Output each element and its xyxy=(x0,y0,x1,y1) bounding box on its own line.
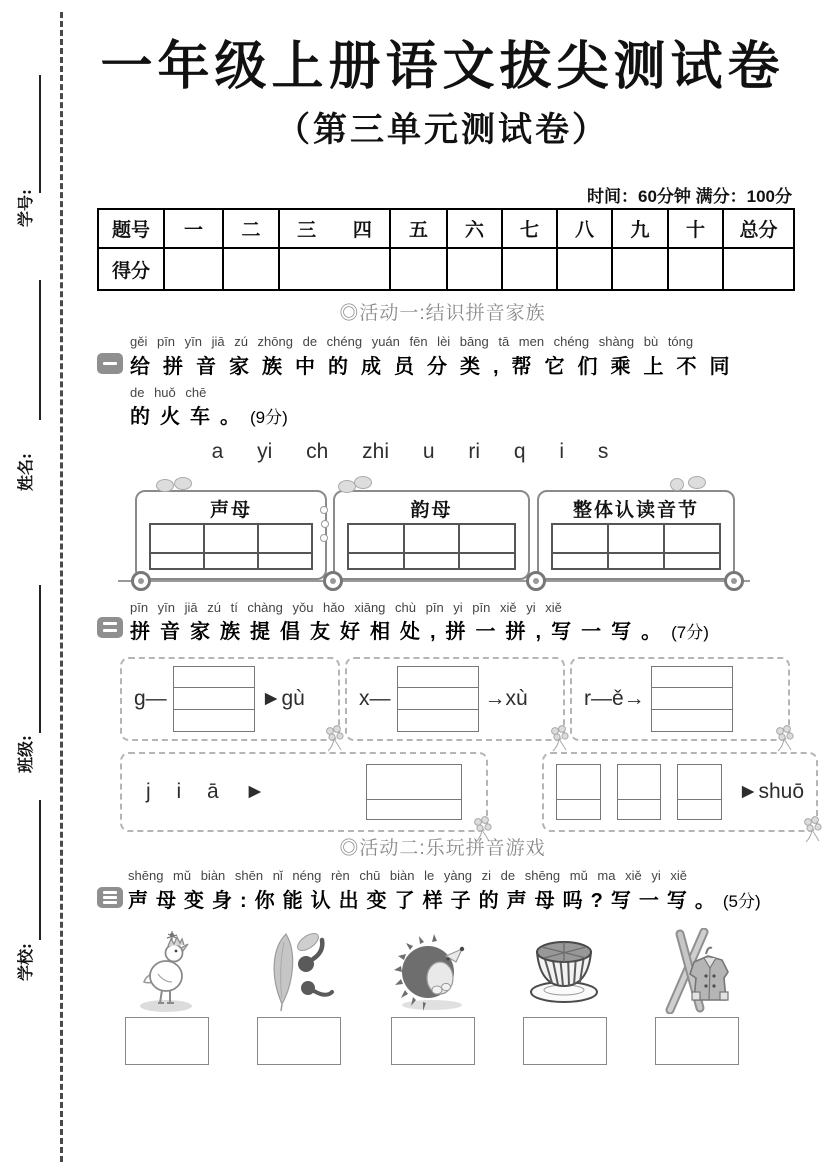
question3-number-icon xyxy=(97,887,123,908)
q1-text-line1: 给拼音家族中的成员分类,帮它们乘上不同 xyxy=(130,356,743,378)
q1-text-line2-hanzi: 的火车。 xyxy=(130,406,250,428)
writing-grid[interactable] xyxy=(677,764,722,820)
activity1-heading: ◎活动一:结识拼音家族 xyxy=(339,303,546,324)
train-car-title: 声母 xyxy=(209,499,252,521)
score-cell[interactable] xyxy=(447,248,502,290)
score-cell[interactable] xyxy=(223,248,279,290)
activity2-heading: ◎活动二:乐玩拼音游戏 xyxy=(339,838,546,859)
spelling-box-gu xyxy=(120,657,340,741)
score-table-corner: 题号 xyxy=(98,209,164,248)
shengmu-answer-grid[interactable] xyxy=(149,523,313,570)
spelling-prefix: x— xyxy=(359,687,391,710)
icon-bar xyxy=(103,901,117,904)
train-wheel-icon xyxy=(131,571,151,591)
q3-text-hanzi: 声母变身:你能认出变了样子的声母吗?写一写。 xyxy=(128,890,723,912)
pumpkin-decoration-icon xyxy=(688,476,706,489)
pinyin-writing-grid[interactable] xyxy=(651,666,733,732)
flower-decoration-icon xyxy=(547,725,571,753)
pumpkin-decoration-icon xyxy=(156,479,174,492)
fold-dashed-line xyxy=(60,12,63,1162)
score-cell[interactable] xyxy=(668,248,723,290)
col-header: 一 xyxy=(164,209,223,248)
q1-letter-bank: a yi ch zhi u ri q i s xyxy=(211,440,609,463)
col-header: 七 xyxy=(502,209,557,248)
name-blank-line[interactable] xyxy=(39,280,41,420)
col-header: 八 xyxy=(557,209,612,248)
student-id-blank-line[interactable] xyxy=(39,75,41,193)
q1-pinyin-line1: gěi pīn yīn jiā zú zhōng de chéng yuán fēn lèi bāng tā men chéng shàng bù tóng xyxy=(130,334,694,349)
school-blank-line[interactable] xyxy=(39,800,41,940)
table-row xyxy=(98,248,794,290)
train-wheel-icon xyxy=(323,571,343,591)
student-id-label: 学号: xyxy=(16,189,35,227)
icon-bar xyxy=(103,622,117,625)
q1-points: (9分) xyxy=(250,408,288,427)
q3-answer-box[interactable] xyxy=(391,1017,475,1065)
train-rail xyxy=(118,580,750,582)
col-header: 二 xyxy=(223,209,279,248)
spelling-box-jia xyxy=(120,752,488,832)
writing-grid[interactable] xyxy=(617,764,662,820)
page-title: 一年级上册语文拔尖测试卷 xyxy=(100,38,785,96)
col-header: 九 xyxy=(612,209,668,248)
flower-decoration-icon xyxy=(322,725,346,753)
train-car-title: 整体认读音节 xyxy=(572,499,699,521)
score-cell[interactable] xyxy=(557,248,612,290)
name-label: 姓名: xyxy=(16,453,35,491)
q2-text xyxy=(130,615,709,644)
spelling-prefix: j i ā ► xyxy=(146,780,266,803)
train-wheel-icon xyxy=(526,571,546,591)
teacup-picture xyxy=(522,928,606,1014)
score-row-label: 得分 xyxy=(98,248,164,290)
spelling-suffix: →xù xyxy=(484,687,528,710)
jacket-with-sticks-picture xyxy=(654,928,738,1014)
score-cell[interactable] xyxy=(279,248,390,290)
writing-grid[interactable] xyxy=(556,764,601,820)
pinyin-writing-grid[interactable] xyxy=(173,666,255,732)
flower-decoration-icon xyxy=(772,725,796,753)
writing-grid[interactable] xyxy=(366,764,462,820)
question1-number-icon xyxy=(97,353,123,374)
q1-pinyin-line2: de huǒ chē xyxy=(130,385,207,400)
train-wheel-icon xyxy=(724,571,744,591)
table-row xyxy=(98,209,794,248)
total-header: 总分 xyxy=(723,209,794,248)
time-score-info: 时间：60分钟 满分：100分 xyxy=(587,187,792,206)
score-cell[interactable] xyxy=(164,248,223,290)
page-subtitle: （第三单元测试卷） xyxy=(276,111,609,149)
col-header: 十 xyxy=(668,209,723,248)
class-blank-line[interactable] xyxy=(39,585,41,733)
col-header: 五 xyxy=(390,209,447,248)
pumpkin-decoration-icon xyxy=(174,477,192,490)
spelling-suffix: ►gù xyxy=(260,687,305,710)
icon-bar xyxy=(103,891,117,894)
smoke-bubble-icon xyxy=(321,520,329,528)
tadpoles-picture xyxy=(256,928,340,1014)
pinyin-writing-grid[interactable] xyxy=(397,666,479,732)
score-cell[interactable] xyxy=(612,248,668,290)
col-header: 六 xyxy=(447,209,502,248)
class-label: 班级: xyxy=(16,735,35,773)
q2-text-hanzi: 拼音家族提倡友好相处,拼一拼,写一写。 xyxy=(130,621,672,643)
q3-pinyin: shēng mǔ biàn shēn nǐ néng rèn chū biàn le yàng zi de shēng mǔ ma xiě yi xiě xyxy=(128,868,687,883)
spelling-box-re xyxy=(570,657,790,741)
smoke-bubble-icon xyxy=(320,506,328,514)
pumpkin-decoration-icon xyxy=(354,476,372,489)
hedgehog-picture xyxy=(390,928,474,1014)
train-car-shengmu xyxy=(135,490,327,580)
train-car-title: 韵母 xyxy=(410,499,453,521)
question2-number-icon xyxy=(97,617,123,638)
train-car-yunmu xyxy=(333,490,530,580)
spelling-prefix: g— xyxy=(134,687,167,710)
icon-bar xyxy=(103,362,117,365)
q3-answer-box[interactable] xyxy=(523,1017,607,1065)
pumpkin-decoration-icon xyxy=(670,478,684,491)
spelling-suffix: ►shuō xyxy=(737,780,805,803)
rooster-picture xyxy=(124,928,208,1014)
score-cell[interactable] xyxy=(502,248,557,290)
score-table xyxy=(97,208,795,291)
train-car-zhengti xyxy=(537,490,735,580)
q1-text-line2 xyxy=(130,400,288,429)
score-cell[interactable] xyxy=(390,248,447,290)
smoke-bubble-icon xyxy=(320,534,328,542)
zhengti-answer-grid[interactable] xyxy=(551,523,721,570)
col-header: 三 xyxy=(297,219,317,241)
school-label: 学校: xyxy=(16,943,35,981)
score-cell[interactable] xyxy=(723,248,794,290)
q2-points: (7分) xyxy=(671,623,709,642)
pinyin-trains xyxy=(110,472,760,592)
spelling-box-xu xyxy=(345,657,565,741)
col-header-merged xyxy=(279,209,390,248)
yunmu-answer-grid[interactable] xyxy=(347,523,516,570)
spelling-prefix: r—ě→ xyxy=(584,687,645,710)
q3-text xyxy=(128,884,761,913)
q3-points: (5分) xyxy=(722,892,761,911)
col-header: 四 xyxy=(352,219,372,241)
icon-bar xyxy=(103,896,117,899)
q2-pinyin: pīn yīn jiā zú tí chàng yǒu hǎo xiāng chù pīn yi pīn xiě yi xiě xyxy=(130,600,562,615)
q3-answer-box[interactable] xyxy=(257,1017,341,1065)
q3-answer-box[interactable] xyxy=(655,1017,739,1065)
spelling-box-shuo xyxy=(542,752,818,832)
icon-bar xyxy=(103,629,117,632)
q3-answer-box[interactable] xyxy=(125,1017,209,1065)
